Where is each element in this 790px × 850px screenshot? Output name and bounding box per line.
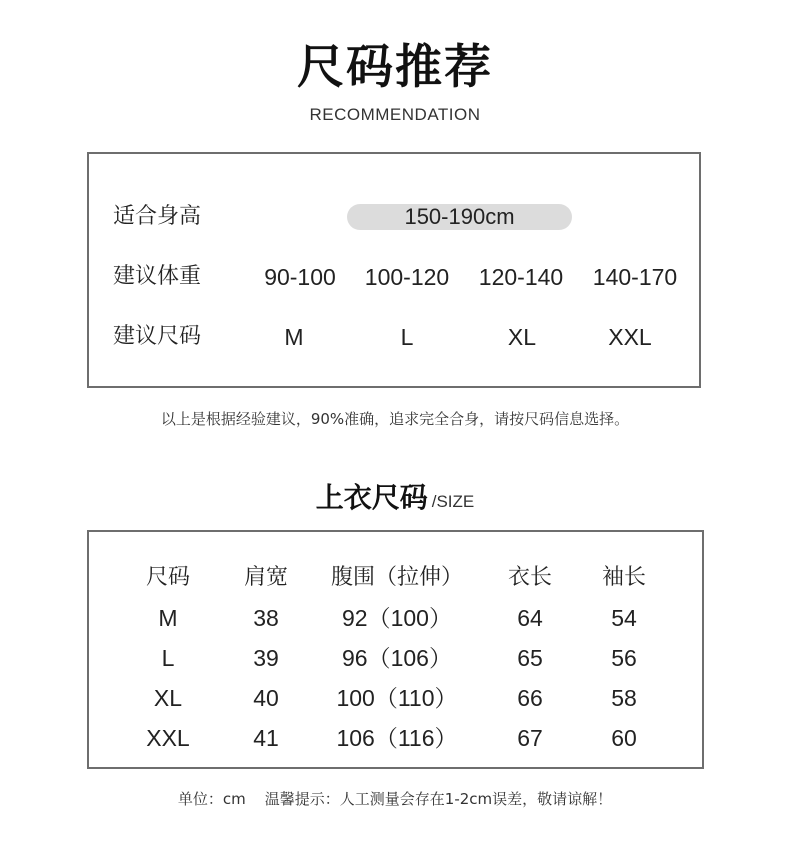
- size-value: XXL: [608, 324, 652, 350]
- table-cell: 58: [611, 685, 637, 711]
- column-header: 衣长: [507, 565, 552, 590]
- size-chart-title: 上衣尺码: [315, 481, 428, 514]
- size-chart-heading: [0, 476, 790, 516]
- weight-value: 90-100: [264, 264, 336, 290]
- table-cell: L: [161, 645, 175, 671]
- table-cell: 40: [253, 685, 279, 711]
- column-header: 腹围（拉伸）: [330, 565, 463, 590]
- weight-label: 建议体重: [113, 264, 202, 289]
- weight-value: 140-170: [592, 264, 678, 290]
- height-value-pill: 150-190cm: [347, 204, 572, 230]
- table-row: [89, 639, 702, 677]
- table-cell: 65: [517, 645, 543, 671]
- size-value: M: [284, 324, 304, 350]
- table-cell: 64: [517, 605, 543, 631]
- weight-row: [89, 257, 699, 297]
- table-row: [89, 719, 702, 757]
- table-cell: 38: [253, 605, 279, 631]
- table-cell: 67: [517, 725, 543, 751]
- column-header: 肩宽: [243, 565, 288, 590]
- size-label: 建议尺码: [113, 324, 202, 349]
- page-subtitle: RECOMMENDATION: [309, 105, 481, 124]
- table-row: [89, 679, 702, 717]
- table-cell: XXL: [146, 725, 190, 751]
- column-header: 尺码: [145, 565, 190, 590]
- table-cell: 100（110）: [336, 685, 458, 711]
- weight-value: 100-120: [364, 264, 450, 290]
- size-row: [89, 317, 699, 357]
- table-cell: M: [158, 605, 178, 631]
- table-cell: 66: [517, 685, 543, 711]
- recommendation-note: 以上是根据经验建议，90%准确，追求完全合身，请按尺码信息选择。: [160, 410, 630, 428]
- table-cell: 106（116）: [336, 725, 458, 751]
- table-header-row: [89, 559, 702, 597]
- height-label: 适合身高: [113, 204, 202, 229]
- size-value: XL: [507, 324, 537, 350]
- table-row: [89, 599, 702, 637]
- footer-note: 单位：cm 温馨提示：人工测量会存在1-2cm误差，敬请谅解！: [177, 790, 613, 808]
- table-cell: XL: [153, 685, 183, 711]
- weight-value: 120-140: [478, 264, 564, 290]
- recommendation-panel: [87, 152, 701, 388]
- column-header: 袖长: [601, 565, 646, 590]
- table-cell: 92（100）: [342, 605, 452, 631]
- table-cell: 96（106）: [342, 645, 452, 671]
- page-title: 尺码推荐: [297, 40, 493, 95]
- size-value: L: [400, 324, 414, 350]
- table-cell: 39: [253, 645, 279, 671]
- size-chart-subtitle: /SIZE: [431, 492, 475, 511]
- table-cell: 56: [611, 645, 637, 671]
- table-cell: 41: [253, 725, 279, 751]
- size-chart-table: [87, 530, 704, 769]
- table-cell: 60: [611, 725, 637, 751]
- table-cell: 54: [611, 605, 637, 631]
